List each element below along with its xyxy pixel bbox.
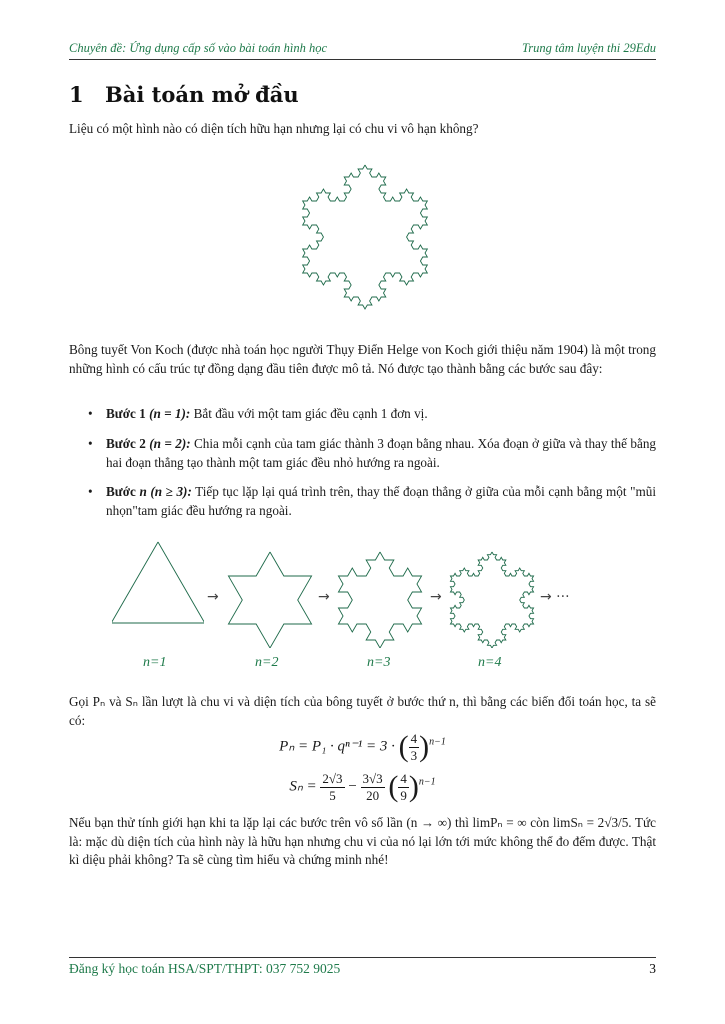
frac-den: 20 bbox=[366, 787, 380, 803]
step-1 bbox=[88, 405, 656, 424]
koch-1-outline bbox=[112, 542, 204, 623]
caption-n1: n=1 bbox=[143, 655, 167, 670]
frac-den: 3 bbox=[410, 747, 418, 763]
step-1-label: Bước 1 bbox=[106, 406, 146, 421]
step-n-cond: n (n ≥ 3): bbox=[139, 484, 192, 499]
bullet-dot: • bbox=[88, 406, 93, 421]
koch-4-outline bbox=[450, 552, 533, 648]
page-number: 3 bbox=[649, 961, 656, 976]
step-n-label: Bước bbox=[106, 484, 136, 499]
koch-step-4 bbox=[447, 540, 537, 648]
caption-n2: n=2 bbox=[255, 655, 279, 670]
koch-step-3 bbox=[335, 540, 425, 648]
intro-question: Liệu có một hình nào có diện tích hữu hạn nhưng lại có chu vi vô hạn không? bbox=[69, 121, 479, 136]
step-n-text: Tiếp tục lặp lại quá trình trên, thay thế đoạn thẳng ở giữa của mỗi cạnh bằng một "mũi nhọn"tam giác đều hướng ra ngoài. bbox=[106, 484, 656, 518]
frac-num: 4 bbox=[400, 770, 407, 786]
formula-perimeter: Pₙ = P₁ · qⁿ⁻¹ = 3 · ( $\frac{4}{3}$ )$^{n-1}$ bbox=[279, 730, 446, 763]
bullet-dot: • bbox=[88, 484, 93, 499]
page-footer bbox=[69, 961, 656, 977]
formula-area-lhs: Sₙ = bbox=[289, 778, 317, 795]
caption-n4: n=4 bbox=[478, 655, 502, 670]
section-number: 1 bbox=[69, 82, 84, 107]
header-rule bbox=[69, 59, 656, 60]
koch-large-outline bbox=[303, 165, 428, 309]
frac-num: 2√3 bbox=[322, 770, 343, 786]
step-1-cond: (n = 1): bbox=[149, 406, 191, 421]
minus-sign: − bbox=[348, 778, 357, 795]
koch-2-outline bbox=[228, 552, 311, 648]
koch-step-1 bbox=[112, 540, 204, 624]
koch-step-2 bbox=[225, 540, 315, 648]
step-2-text: Chia mỗi cạnh của tam giác thành 3 đoạn bằng nhau. Xóa đoạn ở giữa và thay thế bằng hai đoạn thẳng tạo thành một tam giác đều nhỏ hướng ra ngoài. bbox=[106, 436, 657, 470]
exponent: n−1 bbox=[429, 736, 446, 748]
step-n bbox=[88, 483, 656, 520]
step-1-text: Bắt đầu với một tam giác đều cạnh 1 đơn vị. bbox=[190, 406, 428, 421]
conclusion: Nếu bạn thử tính giới hạn khi ta lặp lại các bước trên vô số lần (n → ∞) thì limPₙ = ∞ còn limSₙ = 2√3/5. Tức là: mặc dù diện tích của hình này là hữu hạn nhưng chu vi của nó lại lớn tới mức không thể đo đếm được. Thật kì diệu phải không? Ta sẽ cùng tìm hiểu và chứng minh nhé! bbox=[69, 815, 656, 867]
footer-left: Đăng ký học toán HSA/SPT/THPT: 037 752 9025 bbox=[69, 961, 341, 976]
arrow-2: → bbox=[318, 589, 330, 605]
frac-num: 4 bbox=[410, 730, 418, 746]
header-right: Trung tâm luyện thi 29Edu bbox=[521, 41, 656, 55]
header-left: Chuyên đề: Ứng dụng cấp số vào bài toán hình học bbox=[69, 41, 327, 55]
section-title bbox=[69, 82, 299, 107]
arrow-1: → bbox=[207, 589, 219, 605]
koch-3-outline bbox=[338, 552, 421, 648]
koch-paragraph: Bông tuyết Von Koch (được nhà toán học người Thụy Điển Helge von Koch giới thiệu năm 1904) là một trong những hình có cấu trúc tự đồng dạng đầu tiên được mô tả. Nó được tạo thành bằng các bước sau đây: bbox=[69, 342, 656, 376]
formula-intro: Gọi Pₙ và Sₙ lần lượt là chu vi và diện tích của bông tuyết ở bước thứ n, thì bằng các biến đổi toán học, ta sẽ có: bbox=[69, 694, 656, 728]
caption-n3: n=3 bbox=[367, 655, 391, 670]
step-2-label: Bước 2 bbox=[106, 436, 146, 451]
frac-den: 5 bbox=[329, 787, 336, 803]
formula-perimeter-lhs: Pₙ = P₁ · qⁿ⁻¹ = 3 · bbox=[279, 738, 395, 755]
frac-num: 3√3 bbox=[362, 770, 383, 786]
step-2 bbox=[88, 435, 656, 472]
arrow-3: → bbox=[430, 589, 442, 605]
footer-rule bbox=[69, 957, 656, 958]
section-title-text: Bài toán mở đầu bbox=[105, 82, 299, 107]
arrow-ellipsis: → ··· bbox=[540, 589, 570, 605]
formula-area: Sₙ = $\frac{2√3}{5}$ − $\frac{3√3}{20}$ ( $\frac{4}{9}$ )$^{n-1}$ bbox=[289, 770, 436, 803]
koch-snowflake-large bbox=[290, 155, 440, 315]
frac-den: 9 bbox=[400, 787, 407, 803]
step-2-cond: (n = 2): bbox=[149, 436, 191, 451]
page-header bbox=[69, 41, 656, 59]
bullet-dot: • bbox=[88, 436, 93, 451]
exponent: n−1 bbox=[418, 776, 436, 788]
